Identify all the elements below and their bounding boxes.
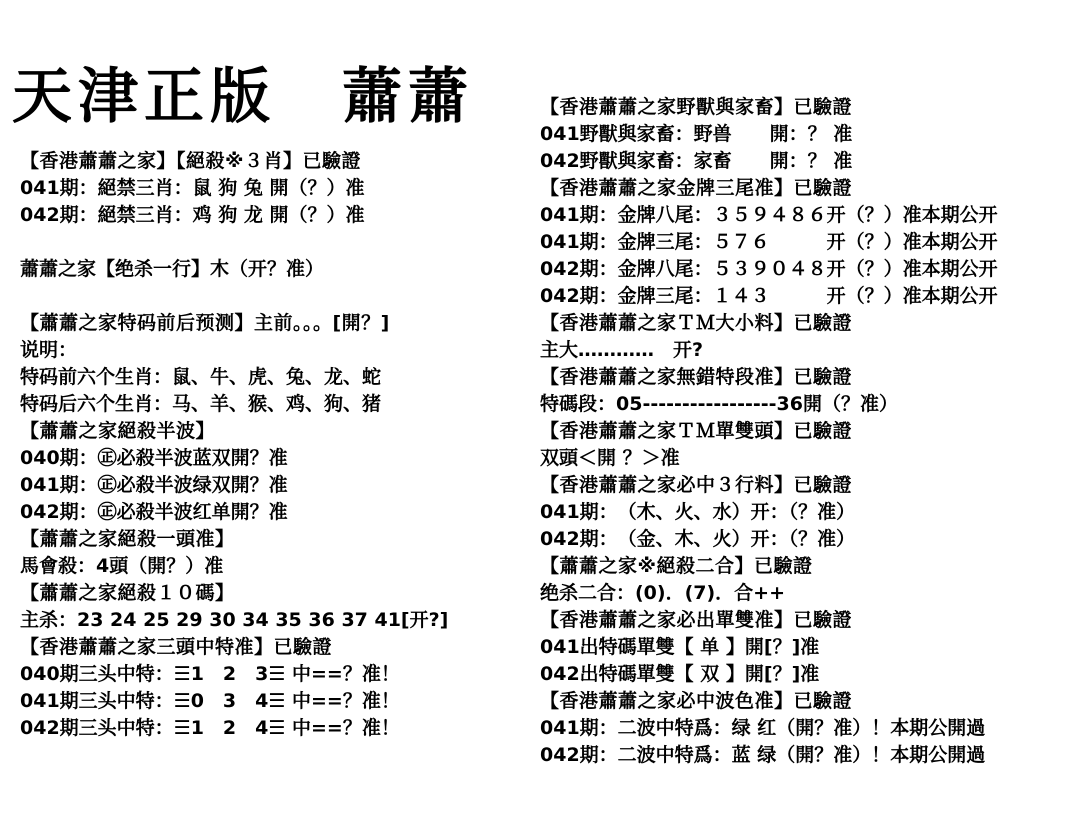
text-line: 041期：金牌三尾：５７６ 开（？）准本期公开 (540, 231, 998, 253)
section-heading: 【香港蕭蕭之家】【絕殺※３肖】已驗證 (20, 150, 361, 172)
section-heading: 【蕭蕭之家絕殺１０碼】 (20, 582, 235, 604)
text-line: 041出特碼單雙【 单 】開[？]准 (540, 636, 820, 658)
text-line: 主杀：23 24 25 29 30 34 35 36 37 41[开?] (20, 609, 449, 631)
section-heading: 【蕭蕭之家絕殺半波】 (20, 420, 216, 442)
text-line: 041期三头中特：☰0 3 4☰ 中==？准！ (20, 690, 400, 712)
text-line: 041期： （木、火、水）开：（？准） (540, 501, 856, 523)
section-heading: 【香港蕭蕭之家ＴＭ單雙頭】已驗證 (540, 420, 853, 442)
section-heading: 【蕭蕭之家特码前后预测】主前。。。[開？] (20, 312, 390, 334)
text-line: 蕭蕭之家【绝杀一行】木（开？准） (20, 258, 325, 280)
left-column (20, 148, 520, 742)
blank-line (20, 229, 520, 256)
section-heading: 【蕭蕭之家※絕殺二合】已驗證 (540, 555, 813, 577)
section-heading: 【香港蕭蕭之家三頭中特准】已驗證 (20, 636, 333, 658)
text-line: 绝杀二合：(0)．(7)．合++ (540, 582, 786, 604)
text-line: 042出特碼單雙【 双 】開[？]准 (540, 663, 820, 685)
section-heading: 【香港蕭蕭之家必中３行料】已驗證 (540, 474, 853, 496)
section-heading: 【香港蕭蕭之家必出單雙准】已驗證 (540, 609, 853, 631)
text-line: 041期：金牌八尾：３５９４８６开（？）准本期公开 (540, 204, 998, 226)
text-line: 特碼段：05-----------------36開（？准） (540, 393, 898, 415)
text-line: 042期：金牌八尾：５３９０４８开（？）准本期公开 (540, 258, 998, 280)
section-heading: 【香港蕭蕭之家野獸與家畜】已驗證 (540, 96, 853, 118)
text-line: 040期三头中特：☰1 2 3☰ 中==？准！ (20, 663, 400, 685)
text-line: 041期：㊣必殺半波绿双開？准 (20, 474, 288, 496)
text-line: 040期：㊣必殺半波蓝双開？准 (20, 447, 288, 469)
section-heading: 【香港蕭蕭之家ＴＭ大小料】已驗證 (540, 312, 853, 334)
text-line: 041期：二波中特爲：绿 红（開？准）！本期公開過 (540, 717, 986, 739)
text-line: 042期：絕禁三肖：鸡 狗 龙 開（？）准 (20, 204, 365, 226)
text-line: 特码后六个生肖：马、羊、猴、鸡、狗、猪 (20, 393, 382, 415)
text-line: 042期：金牌三尾：１４３ 开（？）准本期公开 (540, 285, 998, 307)
text-line: 042期：二波中特爲：蓝 绿（開？准）！本期公開過 (540, 744, 986, 766)
text-line: 双頭＜開 ？＞准 (540, 447, 680, 469)
text-line: 说明： (20, 339, 78, 361)
page-title: 天津正版 蕭蕭 (12, 62, 474, 132)
section-heading: 【香港蕭蕭之家必中波色准】已驗證 (540, 690, 853, 712)
text-line: 042野獸與家畜：家畜 開：？ 准 (540, 150, 853, 172)
text-line: 主大………… 开? (540, 339, 704, 361)
text-line: 042期三头中特：☰1 2 4☰ 中==？准！ (20, 717, 400, 739)
blank-line (20, 283, 520, 310)
text-line: 041期：絕禁三肖：鼠 狗 兔 開（？）准 (20, 177, 365, 199)
right-column (540, 94, 1075, 769)
text-line: 042期： （金、木、火）开：（？准） (540, 528, 856, 550)
text-line: 041野獸與家畜：野兽 開：？ 准 (540, 123, 853, 145)
section-heading: 【香港蕭蕭之家無錯特段准】已驗證 (540, 366, 853, 388)
text-line: 特码前六个生肖：鼠、牛、虎、兔、龙、蛇 (20, 366, 382, 388)
section-heading: 【蕭蕭之家絕殺一頭准】 (20, 528, 235, 550)
text-line: 馬會殺：4頭（開？）准 (20, 555, 224, 577)
text-line: 042期：㊣必殺半波红单開？准 (20, 501, 288, 523)
section-heading: 【香港蕭蕭之家金牌三尾准】已驗證 (540, 177, 853, 199)
